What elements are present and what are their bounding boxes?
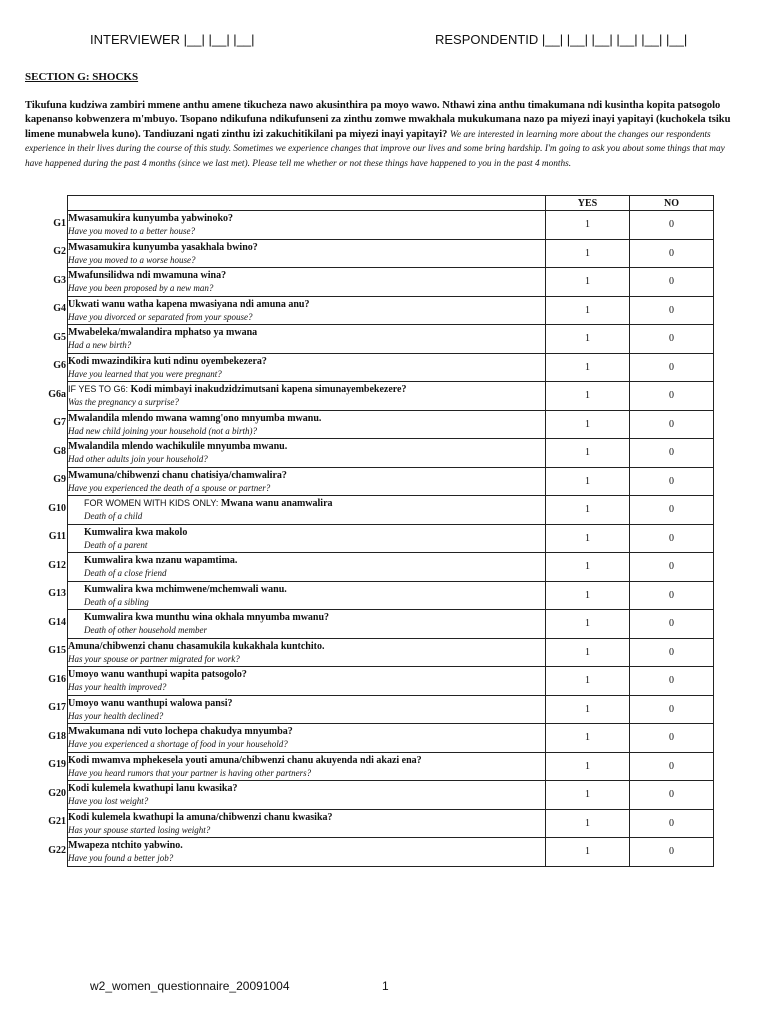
intro-chichewa: Tikufuna kudziwa zambiri mmene anthu amene tikucheza nawo akusinthira pa moyo wawo. Nthawi zina anthu timakumana ndi kusintha kopita patsogolo kapenanso kobwenzera m'mbuyo. Tsopano ndikufuna ndikufunseni za zinthu zomwe mwakhala mukukumana nazo pa miyezi inayi yapitayi (kuchokela tsiku limene munabwela kuno). Tandiuzani ngati zinthu izi zakuchitikilani pa miyezi inayi yapitayi? [25, 100, 731, 140]
yes-code[interactable]: 1 [546, 638, 630, 667]
question-row [68, 809, 714, 838]
no-code[interactable]: 0 [630, 581, 714, 610]
intro-english: We are interested in learning more about the changes our respondents experience in their lives during the course of this study. Sometimes we experience changes that improve our lives and some bring hardship. I'm going to ask you about some things that may have happened during the past 4 months (since we last met). Please tell me whether or not these things have happened to you in the past 4 months. [25, 129, 725, 169]
footer-page-number: 1 [382, 979, 389, 993]
question-cell [68, 268, 546, 297]
yes-code[interactable]: 1 [546, 581, 630, 610]
question-cell [68, 353, 546, 382]
question-id: G18 [48, 730, 66, 742]
no-code[interactable]: 0 [630, 439, 714, 468]
question-english: Have you experienced the death of a spouse or partner? [68, 482, 271, 493]
question-id: G19 [48, 759, 66, 771]
question-row [68, 524, 714, 553]
question-id: G15 [48, 645, 66, 657]
question-row [68, 353, 714, 382]
question-text: Kumwalira kwa munthu wina okhala mnyumba mwanu? [84, 612, 330, 623]
yes-code[interactable]: 1 [546, 695, 630, 724]
question-row [68, 838, 714, 867]
question-cell [68, 496, 546, 525]
question-text: Umoyo wanu wanthupi wapita patsogolo? [68, 669, 247, 680]
question-cell [68, 382, 546, 411]
no-code[interactable]: 0 [630, 553, 714, 582]
yes-code[interactable]: 1 [546, 752, 630, 781]
no-code[interactable]: 0 [630, 524, 714, 553]
question-chichewa [68, 839, 545, 852]
question-id: G13 [48, 588, 66, 600]
question-chichewa [68, 326, 545, 339]
yes-code[interactable]: 1 [546, 667, 630, 696]
question-cell [68, 695, 546, 724]
no-code[interactable]: 0 [630, 296, 714, 325]
question-cell [68, 752, 546, 781]
question-id: G10 [48, 502, 66, 514]
question-row [68, 553, 714, 582]
section-intro [25, 99, 735, 171]
yes-code[interactable]: 1 [546, 239, 630, 268]
question-chichewa [68, 355, 545, 368]
question-row [68, 296, 714, 325]
no-code[interactable]: 0 [630, 838, 714, 867]
question-text: Mwalandila mlendo wachikulile mnyumba mwanu. [68, 441, 288, 452]
question-row [68, 610, 714, 639]
question-id: G6 [53, 360, 66, 372]
question-english: Have you found a better job? [68, 853, 174, 863]
question-cell [68, 638, 546, 667]
yes-code[interactable]: 1 [546, 382, 630, 411]
question-row [68, 695, 714, 724]
question-english: Had a new birth? [68, 340, 132, 350]
question-text: Mwafunsilidwa ndi mwamuna wina? [68, 270, 227, 281]
question-text: Mwamuna/chibwenzi chanu chatisiya/chamwalira? [68, 469, 287, 481]
question-id: G8 [53, 445, 66, 457]
question-id: G7 [53, 417, 66, 429]
yes-code[interactable]: 1 [546, 296, 630, 325]
question-prefix: FOR WOMEN WITH KIDS ONLY: [84, 498, 221, 508]
no-header: NO [630, 196, 714, 211]
question-id: G1 [53, 217, 66, 229]
yes-code[interactable]: 1 [546, 268, 630, 297]
no-code[interactable]: 0 [630, 752, 714, 781]
question-chichewa [68, 241, 545, 254]
question-row [68, 724, 714, 753]
yes-code[interactable]: 1 [546, 724, 630, 753]
question-text: Mwakumana ndi vuto lochepa chakudya mnyumba? [68, 726, 293, 737]
question-id: G14 [48, 616, 66, 628]
question-english: Have you lost weight? [68, 796, 149, 806]
question-chichewa [84, 554, 545, 567]
footer-document-name: w2_women_questionnaire_20091004 [90, 979, 290, 993]
question-text: Kumwalira kwa mchimwene/mchemwali wanu. [84, 583, 287, 595]
yes-code[interactable]: 1 [546, 781, 630, 810]
question-row [68, 752, 714, 781]
question-row [68, 781, 714, 810]
question-english: Have you experienced a shortage of food in your household? [68, 739, 288, 749]
question-header [68, 196, 546, 211]
question-id: G17 [48, 702, 66, 714]
question-english: Had other adults join your household? [68, 454, 208, 464]
question-row [68, 496, 714, 525]
yes-code[interactable]: 1 [546, 553, 630, 582]
question-text: Mwapeza ntchito yabwino. [68, 840, 183, 851]
question-chichewa [68, 782, 545, 795]
no-code[interactable]: 0 [630, 239, 714, 268]
question-cell [68, 809, 546, 838]
question-text: Umoyo wanu wanthupi walowa pansi? [68, 697, 233, 709]
question-english: Death of other household member [84, 625, 207, 635]
question-cell [68, 296, 546, 325]
question-row [68, 638, 714, 667]
question-english: Have you been proposed by a new man? [68, 283, 214, 293]
question-text: Kodi mwazindikira kuti ndinu oyembekezera? [68, 355, 267, 367]
question-text: Kumwalira kwa makolo [84, 526, 188, 538]
no-code[interactable]: 0 [630, 695, 714, 724]
no-code[interactable]: 0 [630, 724, 714, 753]
question-cell [68, 467, 546, 496]
question-text: Mwana wanu anamwalira [220, 498, 333, 509]
yes-code[interactable]: 1 [546, 524, 630, 553]
question-english: Death of a child [84, 511, 143, 521]
question-row [68, 382, 714, 411]
question-chichewa [84, 583, 545, 596]
question-id: G20 [48, 787, 66, 799]
question-id: G4 [53, 303, 66, 315]
question-english: Had new child joining your household (not a birth)? [68, 425, 257, 436]
question-row [68, 667, 714, 696]
question-english: Has your spouse or partner migrated for work? [68, 653, 240, 664]
question-chichewa [68, 412, 545, 425]
table-header-row [68, 196, 714, 211]
question-chichewa [68, 640, 545, 653]
no-code[interactable]: 0 [630, 467, 714, 496]
question-cell [68, 781, 546, 810]
question-row [68, 268, 714, 297]
question-cell [68, 724, 546, 753]
no-code[interactable]: 0 [630, 353, 714, 382]
question-english: Death of a parent [84, 539, 148, 550]
respondent-id-field: RESPONDENTID |__| |__| |__| |__| |__| |__| [435, 32, 688, 47]
question-row [68, 211, 714, 240]
yes-code[interactable]: 1 [546, 496, 630, 525]
no-code[interactable]: 0 [630, 496, 714, 525]
question-english: Have you learned that you were pregnant? [68, 368, 222, 379]
question-english: Have you heard rumors that your partner is having other partners? [68, 767, 312, 778]
question-chichewa [68, 440, 545, 453]
question-cell [68, 524, 546, 553]
question-id: G6a [48, 388, 66, 400]
question-prefix: IF YES TO G6: [68, 384, 131, 394]
question-english: Has your health improved? [68, 682, 167, 692]
question-cell [68, 410, 546, 439]
question-english: Was the pregnancy a surprise? [68, 397, 179, 407]
interviewer-id-field: INTERVIEWER |__| |__| |__| [90, 32, 255, 47]
no-code[interactable]: 0 [630, 610, 714, 639]
question-id: G3 [53, 274, 66, 286]
question-cell [68, 553, 546, 582]
question-english: Have you moved to a better house? [68, 226, 195, 236]
question-chichewa [68, 697, 545, 710]
question-id: G2 [53, 246, 66, 258]
question-id: G9 [53, 474, 66, 486]
question-cell [68, 838, 546, 867]
question-chichewa [68, 668, 545, 681]
yes-header: YES [546, 196, 630, 211]
question-chichewa [68, 811, 545, 824]
yes-code[interactable]: 1 [546, 610, 630, 639]
question-chichewa [68, 469, 545, 482]
no-code[interactable]: 0 [630, 211, 714, 240]
question-row [68, 410, 714, 439]
yes-code[interactable]: 1 [546, 809, 630, 838]
question-text: Mwabeleka/mwalandira mphatso ya mwana [68, 327, 258, 338]
question-chichewa [84, 611, 545, 624]
question-text: Mwasamukira kunyumba yabwinoko? [68, 213, 234, 224]
question-cell [68, 325, 546, 354]
question-chichewa [68, 269, 545, 282]
question-cell [68, 439, 546, 468]
section-title: SECTION G: SHOCKS [25, 71, 139, 83]
yes-code[interactable]: 1 [546, 439, 630, 468]
no-code[interactable]: 0 [630, 382, 714, 411]
question-english: Has your health declined? [68, 710, 164, 721]
question-chichewa [84, 497, 545, 510]
yes-code[interactable]: 1 [546, 211, 630, 240]
yes-code[interactable]: 1 [546, 410, 630, 439]
question-chichewa [68, 383, 545, 396]
question-id: G5 [53, 331, 66, 343]
no-code[interactable]: 0 [630, 325, 714, 354]
question-id: G16 [48, 673, 66, 685]
question-cell [68, 610, 546, 639]
question-chichewa [68, 298, 545, 311]
yes-code[interactable]: 1 [546, 838, 630, 867]
question-text: Kodi kulemela kwathupi la amuna/chibwenzi chanu kwasika? [68, 811, 333, 823]
question-text: Kodi kulemela kwathupi lanu kwasika? [68, 783, 238, 794]
question-id: G11 [48, 531, 66, 543]
no-code[interactable]: 0 [630, 781, 714, 810]
question-text: Ukwati wanu watha kapena mwasiyana ndi amuna anu? [68, 298, 310, 310]
question-text: Mwalandila mlendo mwana wamng'ono mnyumba mwanu. [68, 412, 322, 424]
question-id: G22 [48, 844, 66, 856]
question-cell [68, 667, 546, 696]
question-chichewa [68, 212, 545, 225]
yes-code[interactable]: 1 [546, 325, 630, 354]
shocks-table [67, 195, 714, 867]
question-chichewa [68, 725, 545, 738]
yes-code[interactable]: 1 [546, 467, 630, 496]
question-text: Mwasamukira kunyumba yasakhala bwino? [68, 241, 258, 253]
no-code[interactable]: 0 [630, 410, 714, 439]
question-text: Kodi mimbayi inakudzidzimutsani kapena simunayembekezere? [130, 384, 407, 395]
question-id: G21 [48, 816, 66, 828]
no-code[interactable]: 0 [630, 268, 714, 297]
question-row [68, 439, 714, 468]
question-english: Death of a close friend [84, 568, 167, 578]
question-row [68, 239, 714, 268]
question-english: Have you divorced or separated from your spouse? [68, 311, 253, 322]
question-id: G12 [48, 559, 66, 571]
question-row [68, 325, 714, 354]
question-cell [68, 239, 546, 268]
question-text: Kodi mwamva mphekesela youti amuna/chibwenzi chanu akuyenda ndi akazi ena? [68, 754, 422, 766]
question-text: Kumwalira kwa nzanu wapamtima. [84, 555, 238, 566]
no-code[interactable]: 0 [630, 667, 714, 696]
question-cell [68, 581, 546, 610]
no-code[interactable]: 0 [630, 809, 714, 838]
question-text: Amuna/chibwenzi chanu chasamukila kukakhala kuntchito. [68, 640, 325, 652]
no-code[interactable]: 0 [630, 638, 714, 667]
question-cell [68, 211, 546, 240]
question-english: Has your spouse started losing weight? [68, 824, 211, 835]
question-row [68, 581, 714, 610]
yes-code[interactable]: 1 [546, 353, 630, 382]
question-english: Have you moved to a worse house? [68, 254, 196, 265]
question-english: Death of a sibling [84, 596, 149, 607]
question-chichewa [68, 754, 545, 767]
question-chichewa [84, 526, 545, 539]
question-row [68, 467, 714, 496]
